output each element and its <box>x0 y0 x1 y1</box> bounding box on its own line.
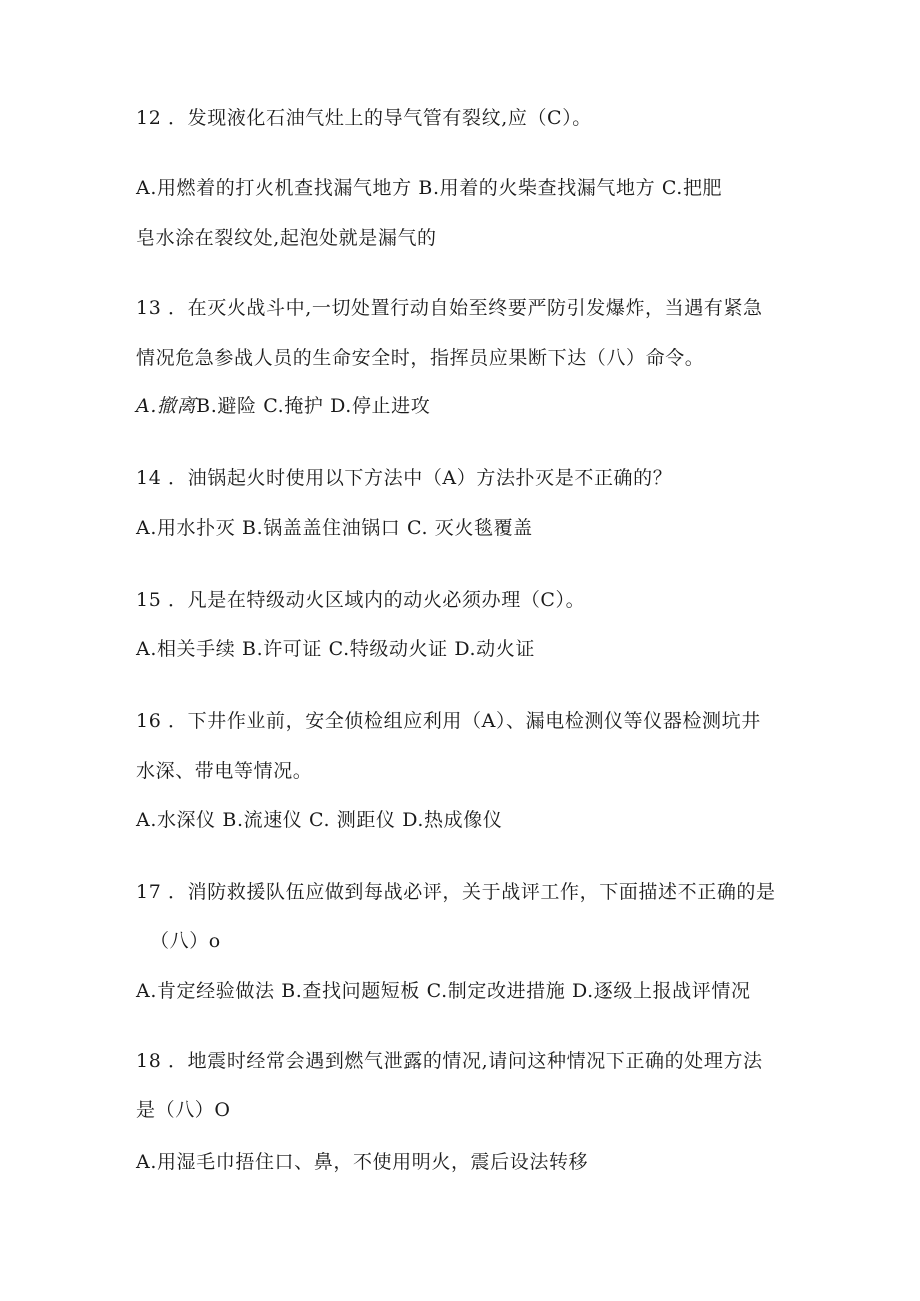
question-13-stem-line-2: 情况危急参战人员的生命安全时，指挥员应果断下达（八）命令。 <box>136 347 705 369</box>
question-18-stem-line-1: 18 ．地震时经常会遇到燃气泄露的情况,请问这种情况下正确的处理方法 <box>136 1050 763 1072</box>
question-13-stem-line-1: 13 ．在灭火战斗中,一切处置行动自始至终要严防引发爆炸，当遇有紧急 <box>136 297 763 319</box>
question-17-stem-line-1: 17 ．消防救援队伍应做到每战必评，关于战评工作，下面描述不正确的是 <box>136 881 776 903</box>
question-16-options: A.水深仪 B.流速仪 C. 测距仪 D.热成像仪 <box>136 809 503 831</box>
question-14-options: A.用水扑灭 B.锅盖盖住油锅口 C. 灭火毯覆盖 <box>136 517 533 539</box>
question-16-stem-line-1: 16 ．下井作业前，安全侦检组应利用（A）、漏电检测仪等仪器检测坑井 <box>136 710 761 732</box>
question-18-stem-line-2: 是（八）O <box>136 1099 231 1121</box>
question-13-options-rest: B.避险 C.掩护 D.停止进攻 <box>196 395 431 417</box>
question-15-stem: 15 ．凡是在特级动火区域内的动火必须办理（C）。 <box>136 589 586 611</box>
question-13-options <box>136 394 430 418</box>
question-18-options: A.用湿毛巾捂住口、鼻，不使用明火，震后设法转移 <box>136 1151 589 1173</box>
question-12-stem: 12 ．发现液化石油气灶上的导气管有裂纹,应（C）。 <box>136 107 592 129</box>
question-12-options-line-1: A.用燃着的打火机查找漏气地方 B.用着的火柴查找漏气地方 C.把肥 <box>136 177 723 199</box>
question-15-options: A.相关手续 B.许可证 C.特级动火证 D.动火证 <box>136 638 535 660</box>
question-12-options-line-2: 皂水涂在裂纹处,起泡处就是漏气的 <box>136 227 437 249</box>
question-13-option-a: A.撤离 <box>136 395 197 417</box>
question-17-stem-line-2: （八）o <box>150 930 221 952</box>
question-14-stem: 14 ．油锅起火时使用以下方法中（A）方法扑灭是不正确的？ <box>136 467 673 489</box>
question-16-stem-line-2: 水深、带电等情况。 <box>136 760 313 782</box>
question-17-options: A.肯定经验做法 B.查找问题短板 C.制定改进措施 D.逐级上报战评情况 <box>136 980 751 1002</box>
